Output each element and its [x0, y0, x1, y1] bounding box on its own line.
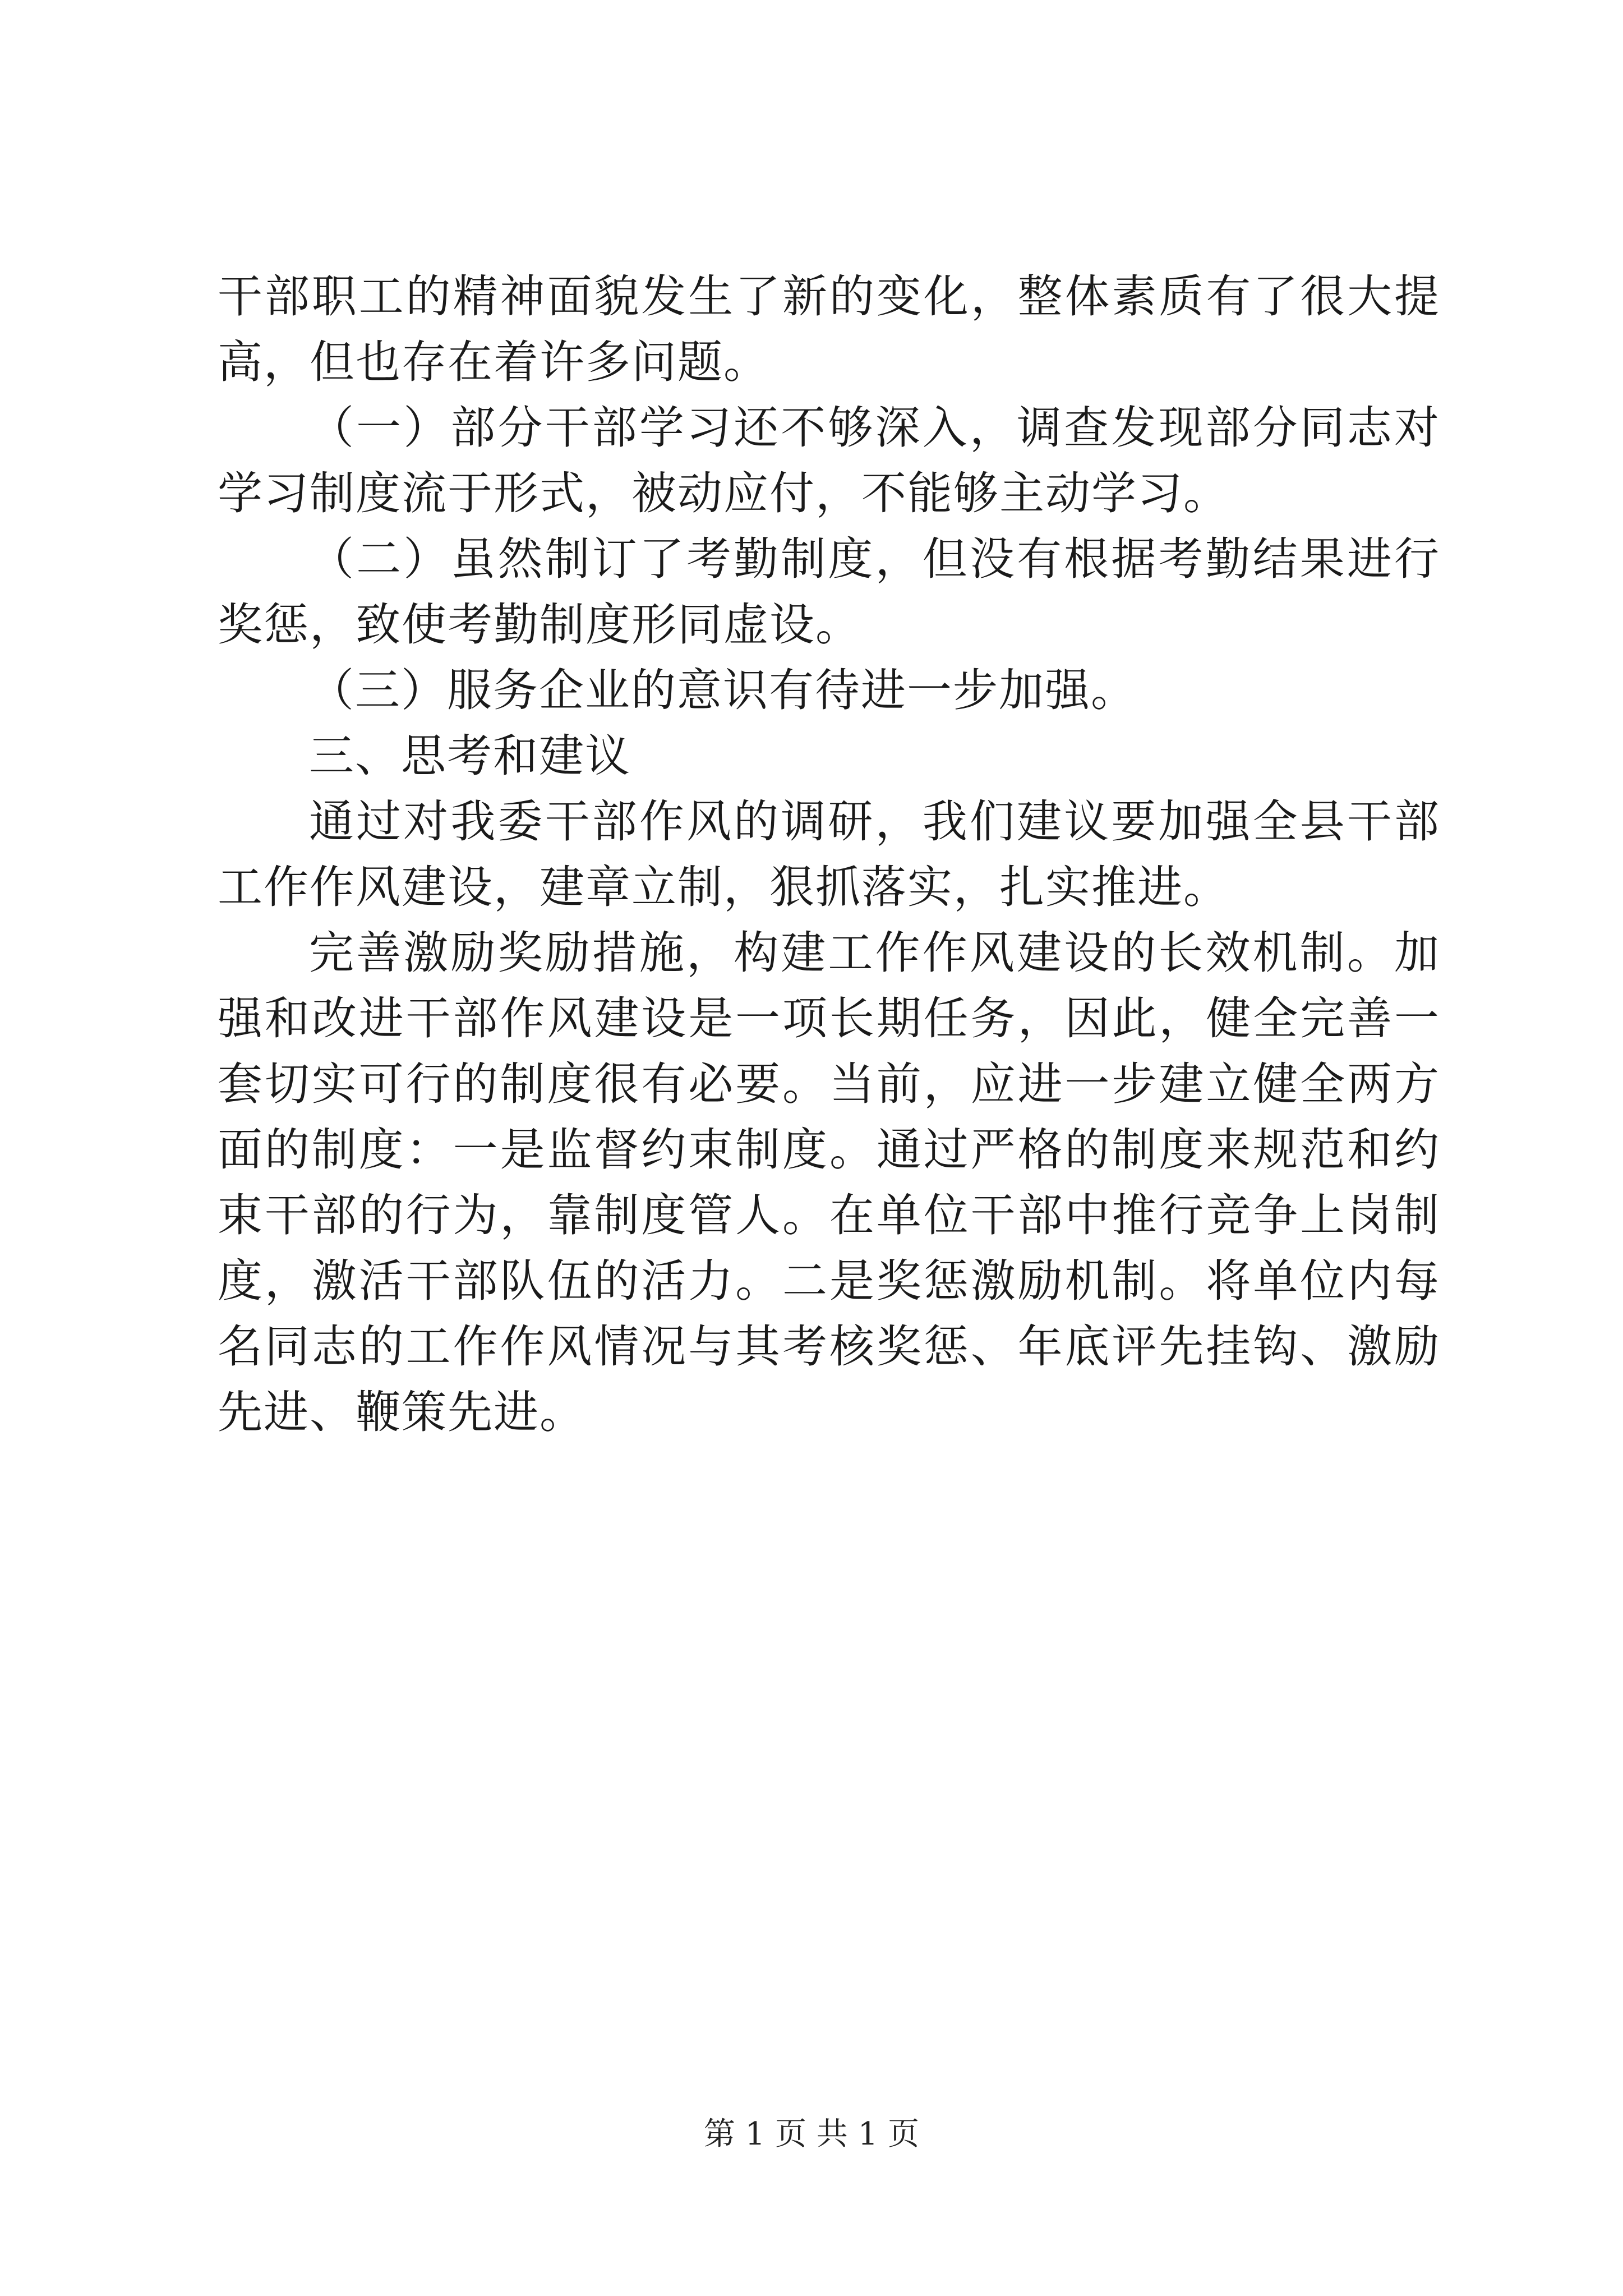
paragraph-continuation: 干部职工的精神面貌发生了新的变化，整体素质有了很大提高，但也存在着许多问题。 [218, 270, 1440, 388]
page-number-footer: 第 1 页 共 1 页 [703, 2116, 920, 2152]
paragraph-issue-3: （三）服务企业的意识有待进一步加强。 [309, 664, 1137, 716]
document-body [218, 264, 1440, 1445]
paragraph-suggestion-detail: 完善激励奖励措施，构建工作作风建设的长效机制。加强和改进干部作风建设是一项长期任务，因此，健全完善一套切实可行的制度很有必要。当前，应进一步建立健全两方面的制度：一是监督约束制度。通过严格的制度来规范和约束干部的行为，靠制度管人。在单位干部中推行竞争上岗制度，激活干部队伍的活力。二是奖惩激励机制。将单位内每名同志的工作作风情况与其考核奖惩、年底评先挂钩、激励先进、鞭策先进。 [218, 927, 1440, 1438]
section-heading: 三、思考和建议 [309, 730, 631, 782]
paragraph-suggestion-intro: 通过对我委干部作风的调研，我们建议要加强全县干部工作作风建设，建章立制，狠抓落实，扎实推进。 [218, 795, 1440, 913]
paragraph-issue-2: （二）虽然制订了考勤制度，但没有根据考勤结果进行奖惩，致使考勤制度形同虚设。 [218, 533, 1440, 651]
paragraph-issue-1: （一）部分干部学习还不够深入，调查发现部分同志对学习制度流于形式，被动应付，不能够主动学习。 [218, 402, 1440, 519]
